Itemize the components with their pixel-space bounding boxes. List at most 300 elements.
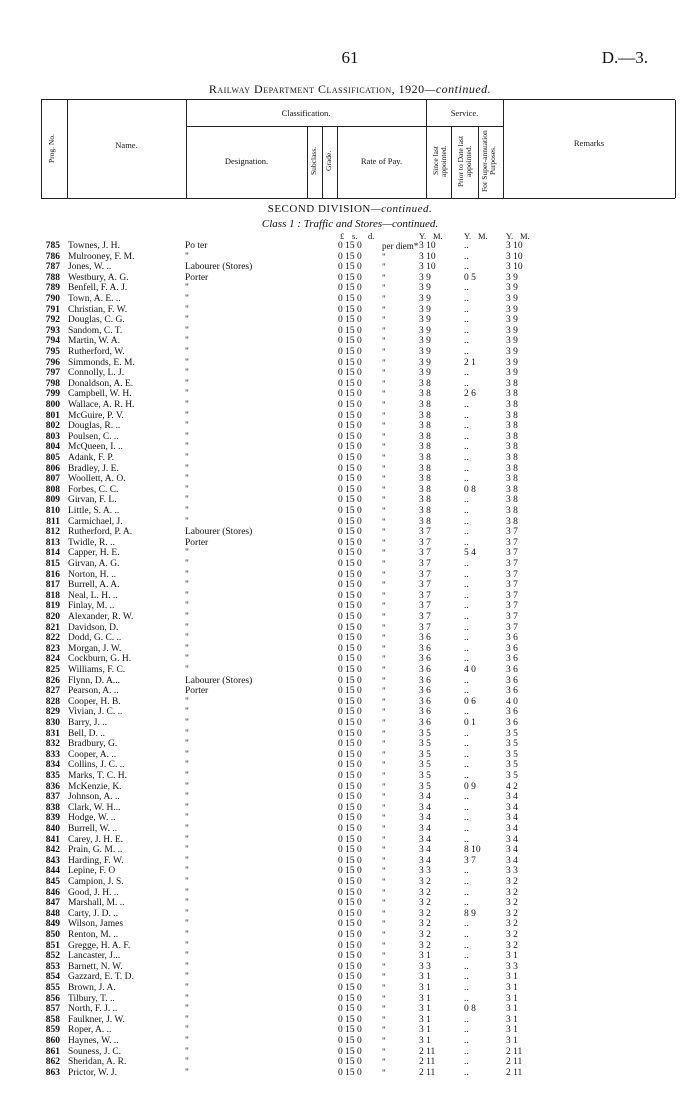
superannuation-cell: 3 6: [506, 665, 518, 675]
designation-cell: ": [185, 601, 189, 612]
per-diem-cell: per diem*: [382, 241, 419, 251]
prior-cell: ..: [464, 537, 469, 548]
per-diem-cell: ": [382, 972, 386, 983]
table-row: [0, 739, 700, 750]
prior-cell: 0 6: [464, 696, 476, 707]
prior-cell: ..: [464, 251, 469, 262]
designation-cell: ": [185, 283, 189, 294]
rate-cell: 0 15 0: [338, 760, 362, 771]
designation-cell: ": [185, 813, 189, 824]
prior-cell: ..: [464, 495, 469, 506]
per-diem-cell: ": [382, 527, 386, 538]
per-diem-cell: ": [382, 548, 386, 559]
superannuation-cell: 2 11: [506, 1046, 523, 1057]
header-classification: Classification.: [281, 108, 331, 118]
superannuation-cell: 3 5: [506, 760, 518, 771]
prior-cell: ..: [464, 961, 469, 972]
since-last-cell: 3 7: [419, 527, 431, 538]
per-diem-cell: ": [382, 792, 386, 803]
designation-cell: ": [185, 781, 189, 792]
superannuation-cell: 3 1: [506, 993, 518, 1004]
prog-no-cell: 785: [45, 241, 60, 251]
name-cell: Tilbury, T. ..: [68, 993, 115, 1004]
per-diem-cell: ": [382, 537, 386, 548]
table-row: [0, 856, 700, 867]
name-cell: Mulrooney, F. M.: [68, 251, 135, 262]
since-last-cell: 3 9: [419, 357, 431, 368]
rate-cell: 0 15 0: [338, 707, 362, 718]
prog-no-cell: 854: [45, 972, 60, 983]
since-last-cell: 3 7: [419, 590, 431, 601]
designation-cell: ": [185, 961, 189, 972]
since-last-cell: 3 1: [419, 1004, 431, 1015]
superannuation-cell: 3 5: [506, 739, 518, 750]
since-last-cell: 3 1: [419, 951, 431, 962]
superannuation-cell: 3 8: [506, 442, 518, 453]
designation-cell: ": [185, 951, 189, 962]
table-row: [0, 400, 700, 411]
prog-no-cell: 795: [45, 347, 60, 357]
prior-cell: ..: [464, 792, 469, 803]
prior-cell: ..: [464, 1014, 469, 1025]
name-cell: Lepine, F. O: [68, 866, 116, 877]
since-last-cell: 3 8: [419, 442, 431, 453]
superannuation-cell: 3 10: [506, 262, 523, 273]
designation-cell: ": [185, 771, 189, 781]
designation-cell: ": [185, 442, 189, 453]
since-last-cell: 3 8: [419, 431, 431, 442]
table-row: [0, 1047, 700, 1058]
superannuation-cell: 3 4: [506, 802, 518, 813]
since-last-cell: 3 7: [419, 601, 431, 612]
prior-cell: ..: [464, 866, 469, 877]
superannuation-cell: 3 8: [506, 516, 518, 527]
name-cell: Faulkner, J. W.: [68, 1014, 125, 1025]
prior-cell: ..: [464, 410, 469, 421]
per-diem-cell: ": [382, 739, 386, 750]
prog-no-cell: 857: [45, 1004, 60, 1015]
prog-no-cell: 853: [45, 961, 60, 972]
superannuation-cell: 3 9: [506, 325, 518, 336]
since-last-cell: 3 8: [419, 421, 431, 432]
name-cell: North, F. J. ..: [68, 1004, 118, 1015]
prog-no-cell: 860: [45, 1036, 60, 1046]
name-cell: Norton, H. ..: [68, 569, 117, 580]
rate-cell: 0 15 0: [338, 389, 362, 400]
superannuation-cell: 3 7: [506, 537, 518, 548]
unit-y1: Y.: [419, 231, 427, 241]
header-grade: Grade.: [324, 150, 333, 172]
per-diem-cell: ": [382, 622, 386, 633]
rate-cell: 0 15 0: [338, 262, 362, 273]
prior-cell: ..: [464, 622, 469, 633]
designation-cell: ": [185, 304, 189, 315]
rate-cell: 0 15 0: [338, 1014, 362, 1025]
prog-no-cell: 797: [45, 368, 60, 379]
since-last-cell: 3 8: [419, 474, 431, 485]
per-diem-cell: ": [382, 347, 386, 357]
rate-cell: 0 15 0: [338, 824, 362, 834]
name-cell: Davidson, D.: [68, 622, 119, 633]
per-diem-cell: ": [382, 368, 386, 379]
prog-no-cell: 833: [45, 749, 60, 760]
table-row: [0, 1004, 700, 1015]
prog-no-cell: 803: [45, 431, 60, 442]
name-cell: Bell, D. ..: [68, 728, 105, 739]
rate-cell: 0 15 0: [338, 272, 362, 283]
superannuation-cell: 3 7: [506, 601, 518, 612]
superannuation-cell: 3 1: [506, 1004, 518, 1015]
superannuation-cell: 3 8: [506, 389, 518, 400]
prior-cell: ..: [464, 824, 469, 834]
prior-cell: ..: [464, 739, 469, 750]
per-diem-cell: ": [382, 506, 386, 516]
superannuation-cell: 3 1: [506, 951, 518, 962]
rate-cell: 0 15 0: [338, 357, 362, 368]
prog-no-cell: 828: [45, 696, 60, 707]
table-row: [0, 527, 700, 538]
designation-cell: ": [185, 718, 189, 728]
rate-cell: 0 15 0: [338, 378, 362, 389]
table-row: [0, 326, 700, 337]
since-last-cell: 3 4: [419, 792, 431, 803]
prog-no-cell: 801: [45, 410, 60, 421]
rate-cell: 0 15 0: [338, 919, 362, 930]
name-cell: Wilson, James: [68, 919, 124, 930]
rate-cell: 0 15 0: [338, 474, 362, 485]
table-row: [0, 538, 700, 549]
rate-cell: 0 15 0: [338, 294, 362, 304]
designation-cell: ": [185, 802, 189, 813]
header-super: For Super-annuation Purposes.: [480, 130, 497, 192]
since-last-cell: 3 10: [419, 262, 436, 273]
since-last-cell: 3 5: [419, 739, 431, 750]
per-diem-cell: ": [382, 336, 386, 347]
superannuation-cell: 3 2: [506, 930, 518, 940]
superannuation-cell: 3 1: [506, 1025, 518, 1036]
prog-no-cell: 805: [45, 453, 60, 463]
table-row: [0, 347, 700, 358]
table-row: [0, 697, 700, 708]
per-diem-cell: ": [382, 495, 386, 506]
prior-cell: 2 1: [464, 357, 476, 368]
name-cell: Woollett, A. O.: [68, 474, 126, 485]
prior-cell: ..: [464, 421, 469, 432]
rate-cell: 0 15 0: [338, 304, 362, 315]
per-diem-cell: ": [382, 633, 386, 644]
prog-no-cell: 825: [45, 665, 60, 675]
since-last-cell: 3 10: [419, 251, 436, 262]
table-row: [0, 866, 700, 877]
table-row: [0, 729, 700, 740]
rate-cell: 0 15 0: [338, 686, 362, 697]
designation-cell: ": [185, 516, 189, 527]
since-last-cell: 3 2: [419, 930, 431, 940]
prog-no-cell: 800: [45, 400, 60, 410]
prior-cell: ..: [464, 304, 469, 315]
rate-cell: 0 15 0: [338, 431, 362, 442]
table-row: [0, 983, 700, 994]
prog-no-cell: 799: [45, 389, 60, 400]
table-row: [0, 559, 700, 570]
since-last-cell: 3 2: [419, 919, 431, 930]
prior-cell: ..: [464, 728, 469, 739]
since-last-cell: 3 8: [419, 453, 431, 463]
class-subheading: Class 1 : Traffic and Stores—continued.: [261, 218, 439, 230]
per-diem-cell: ": [382, 1036, 386, 1046]
since-last-cell: 3 4: [419, 813, 431, 824]
rate-cell: 0 15 0: [338, 781, 362, 792]
since-last-cell: 3 6: [419, 643, 431, 654]
name-cell: Neal, L. H. ..: [68, 590, 118, 601]
since-last-cell: 3 1: [419, 972, 431, 983]
since-last-cell: 3 10: [419, 241, 436, 251]
designation-cell: ": [185, 1057, 189, 1068]
table-row: [0, 824, 700, 835]
table-row: [0, 517, 700, 528]
superannuation-cell: 3 6: [506, 718, 518, 728]
table-row: [0, 389, 700, 400]
designation-cell: ": [185, 453, 189, 463]
since-last-cell: 3 7: [419, 548, 431, 559]
prog-no-cell: 836: [45, 781, 60, 792]
name-cell: McKenzie, K.: [68, 781, 122, 792]
table-row: [0, 835, 700, 846]
name-cell: Twidle, R. ..: [68, 537, 115, 548]
name-cell: Barnett, N. W.: [68, 961, 123, 972]
superannuation-cell: 3 2: [506, 887, 518, 898]
rate-cell: 0 15 0: [338, 368, 362, 379]
per-diem-cell: ": [382, 431, 386, 442]
superannuation-cell: 4 2: [506, 781, 518, 792]
name-cell: Bradley, J. E.: [68, 463, 119, 474]
unit-pounds: £: [340, 231, 345, 241]
table-row: [0, 358, 700, 369]
designation-cell: ": [185, 1046, 189, 1057]
rate-cell: 0 15 0: [338, 728, 362, 739]
name-cell: Sandom, C. T.: [68, 325, 123, 336]
per-diem-cell: ": [382, 304, 386, 315]
rate-cell: 0 15 0: [338, 336, 362, 347]
prog-no-cell: 834: [45, 760, 60, 771]
name-cell: Christian, F. W.: [68, 304, 128, 315]
prior-cell: ..: [464, 1036, 469, 1046]
prior-cell: 2 6: [464, 389, 476, 400]
superannuation-cell: 3 9: [506, 272, 518, 283]
prior-cell: ..: [464, 442, 469, 453]
prog-no-cell: 840: [45, 824, 60, 834]
prog-no-cell: 806: [45, 463, 60, 474]
designation-cell: ": [185, 1067, 189, 1078]
name-cell: Morgan, J. W.: [68, 643, 122, 654]
since-last-cell: 3 9: [419, 272, 431, 283]
rate-cell: 0 15 0: [338, 908, 362, 919]
per-diem-cell: ": [382, 283, 386, 294]
superannuation-cell: 3 10: [506, 251, 523, 262]
name-cell: Jones, W. ..: [68, 262, 112, 273]
name-cell: Donaldson, A. E.: [68, 378, 134, 389]
table-row: [0, 750, 700, 761]
rate-cell: 0 15 0: [338, 887, 362, 898]
table-row: [0, 411, 700, 422]
since-last-cell: 3 2: [419, 877, 431, 887]
rate-cell: 0 15 0: [338, 930, 362, 940]
table-row: [0, 898, 700, 909]
prog-no-cell: 852: [45, 951, 60, 962]
unit-m1: M.: [433, 231, 443, 241]
prior-cell: ..: [464, 378, 469, 389]
since-last-cell: 3 6: [419, 707, 431, 718]
prior-cell: ..: [464, 601, 469, 612]
designation-cell: ": [185, 887, 189, 898]
designation-cell: ": [185, 760, 189, 771]
per-diem-cell: ": [382, 601, 386, 612]
rate-cell: 0 15 0: [338, 1025, 362, 1036]
superannuation-cell: 3 4: [506, 824, 518, 834]
name-cell: Rutherford, P. A.: [68, 527, 133, 538]
prog-no-cell: 812: [45, 527, 60, 538]
per-diem-cell: ": [382, 474, 386, 485]
rate-cell: 0 15 0: [338, 347, 362, 357]
table-row: [0, 442, 700, 453]
rate-cell: 0 15 0: [338, 537, 362, 548]
since-last-cell: 3 5: [419, 728, 431, 739]
since-last-cell: 3 9: [419, 304, 431, 315]
prog-no-cell: 837: [45, 792, 60, 803]
unit-shillings: s.: [352, 231, 358, 241]
designation-cell: ": [185, 749, 189, 760]
prior-cell: ..: [464, 1025, 469, 1036]
name-cell: Marshall, M. ..: [68, 898, 125, 909]
prog-no-cell: 807: [45, 474, 60, 485]
designation-cell: Porter: [185, 686, 209, 697]
per-diem-cell: ": [382, 686, 386, 697]
designation-cell: ": [185, 559, 189, 569]
name-cell: Hodge, W. ..: [68, 813, 116, 824]
name-cell: Cooper, A. ..: [68, 749, 117, 760]
rate-cell: 0 15 0: [338, 813, 362, 824]
table-row: [0, 654, 700, 665]
table-row: [0, 623, 700, 634]
rate-cell: 0 15 0: [338, 1067, 362, 1078]
since-last-cell: 3 9: [419, 336, 431, 347]
superannuation-cell: 3 6: [506, 707, 518, 718]
unit-pence: d.: [368, 231, 375, 241]
since-last-cell: 3 1: [419, 993, 431, 1004]
prior-cell: ..: [464, 972, 469, 983]
per-diem-cell: ": [382, 1067, 386, 1078]
table-row: [0, 506, 700, 517]
designation-cell: ": [185, 368, 189, 379]
designation-cell: ": [185, 1004, 189, 1015]
designation-cell: ": [185, 696, 189, 707]
unit-m2: M.: [478, 231, 488, 241]
rate-cell: 0 15 0: [338, 516, 362, 527]
designation-cell: ": [185, 548, 189, 559]
per-diem-cell: ": [382, 389, 386, 400]
table-row: [0, 1015, 700, 1026]
title-suffix: —continued.: [424, 82, 492, 96]
per-diem-cell: ": [382, 410, 386, 421]
superannuation-cell: 3 4: [506, 792, 518, 803]
superannuation-cell: 3 4: [506, 845, 518, 856]
rate-cell: 0 15 0: [338, 696, 362, 707]
superannuation-cell: 3 9: [506, 294, 518, 304]
per-diem-cell: ": [382, 400, 386, 410]
name-cell: Marks, T. C. H.: [68, 771, 128, 781]
prior-cell: 3 7: [464, 855, 476, 866]
prog-no-cell: 786: [45, 251, 60, 262]
prog-no-cell: 817: [45, 580, 60, 591]
header-remarks: Remarks: [573, 138, 605, 148]
designation-cell: ": [185, 315, 189, 326]
document-reference: D.—3.: [601, 48, 648, 67]
prog-no-cell: 796: [45, 357, 60, 368]
prog-no-cell: 845: [45, 877, 60, 887]
table-row: [0, 453, 700, 464]
designation-cell: ": [185, 495, 189, 506]
per-diem-cell: ": [382, 961, 386, 972]
designation-cell: ": [185, 1014, 189, 1025]
prog-no-cell: 831: [45, 728, 60, 739]
rate-cell: 0 15 0: [338, 548, 362, 559]
table-row: [0, 676, 700, 687]
name-cell: Forbes, C. C.: [68, 484, 119, 495]
prog-no-cell: 819: [45, 601, 60, 612]
prog-no-cell: 824: [45, 654, 60, 665]
superannuation-cell: 3 6: [506, 686, 518, 697]
table-row: [0, 665, 700, 676]
prior-cell: ..: [464, 283, 469, 294]
rate-cell: 0 15 0: [338, 580, 362, 591]
name-cell: Lancaster, J...: [68, 951, 121, 962]
per-diem-cell: ": [382, 951, 386, 962]
since-last-cell: 3 8: [419, 400, 431, 410]
name-cell: Westbury, A. G.: [68, 272, 129, 283]
rate-cell: 0 15 0: [338, 453, 362, 463]
prog-no-cell: 856: [45, 993, 60, 1004]
designation-cell: ": [185, 983, 189, 993]
designation-cell: Labourer (Stores): [185, 527, 253, 538]
since-last-cell: 3 6: [419, 665, 431, 675]
prog-no-cell: 798: [45, 378, 60, 389]
table-row: [0, 1036, 700, 1047]
prior-cell: ..: [464, 633, 469, 644]
designation-cell: ": [185, 357, 189, 368]
per-diem-cell: ": [382, 590, 386, 601]
name-cell: Town, A. E. ..: [68, 294, 121, 304]
section-heading: [0, 203, 700, 215]
name-cell: Benfell, F. A. J.: [68, 283, 128, 294]
prior-cell: ..: [464, 612, 469, 622]
per-diem-cell: ": [382, 834, 386, 845]
rate-cell: 0 15 0: [338, 654, 362, 665]
rate-cell: 0 15 0: [338, 951, 362, 962]
prior-cell: ..: [464, 431, 469, 442]
name-cell: Haynes, W. ..: [68, 1036, 119, 1046]
name-cell: Little, S. A. ..: [68, 506, 120, 516]
table-row: [0, 612, 700, 623]
table-row: [0, 570, 700, 581]
name-cell: Townes, J. H.: [68, 241, 120, 251]
prog-no-cell: 813: [45, 537, 60, 548]
page-title: [0, 82, 700, 97]
designation-cell: ": [185, 707, 189, 718]
table-row: [0, 782, 700, 793]
per-diem-cell: ": [382, 802, 386, 813]
prior-cell: 5 4: [464, 548, 476, 559]
per-diem-cell: ": [382, 824, 386, 834]
